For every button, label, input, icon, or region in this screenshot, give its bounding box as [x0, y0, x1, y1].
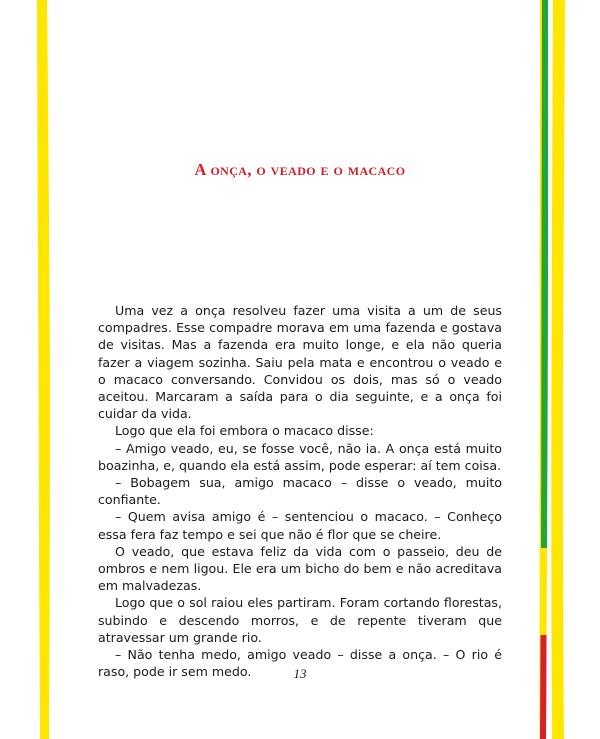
paragraph: – Amigo veado, eu, se fosse você, não ia. A onça está muito boazinha, e, quando ela está assim, pode esperar: aí tem coisa.: [98, 440, 502, 473]
story-body: [98, 302, 502, 680]
paragraph: Uma vez a onça resolveu fazer uma visita a um de seus compadres. Esse compadre morava em uma fazenda e gostava de visitas. Mas a fazenda era muito longe, e ela não queria fazer a viagem sozinha. Saiu pela mata e encontrou o veado e o macaco conversando. Convidou os dois, mas só o veado aceitou. Marcaram a saída para o dia seguinte, e a onça foi cuidar da vida.: [98, 303, 502, 422]
left-yellow-stripe: [0, 0, 60, 739]
right-wide-yellow-stripe: [551, 0, 565, 739]
right-red-stripe: [540, 635, 547, 739]
paragraph: – Bobagem sua, amigo macaco – disse o veado, muito confiante.: [98, 475, 502, 508]
right-decorative-stripes: [520, 0, 600, 739]
right-yellow-segment: [541, 548, 548, 635]
page-number: 13: [293, 666, 307, 681]
paragraph: Logo que ela foi embora o macaco disse:: [115, 423, 374, 439]
story-title: A onça, o veado e o macaco: [194, 160, 406, 179]
right-green-stripe: [541, 0, 548, 548]
paragraph: Logo que o sol raiou eles partiram. Foram cortando florestas, subindo e descendo morros, e de repente tiveram que atravessar um grande rio.: [98, 595, 502, 645]
paragraph: – Quem avisa amigo é – sentenciou o macaco. – Conheço essa fera faz tempo e sei que não é flor que se cheire.: [98, 509, 502, 542]
paragraph: – Não tenha medo, amigo veado – disse a onça. – O rio é raso, pode ir sem medo.: [98, 647, 502, 680]
paragraph: O veado, que estava feliz da vida com o passeio, deu de ombros e nem ligou. Ele era um bicho do bem e não acreditava em malvadezas.: [98, 543, 502, 594]
